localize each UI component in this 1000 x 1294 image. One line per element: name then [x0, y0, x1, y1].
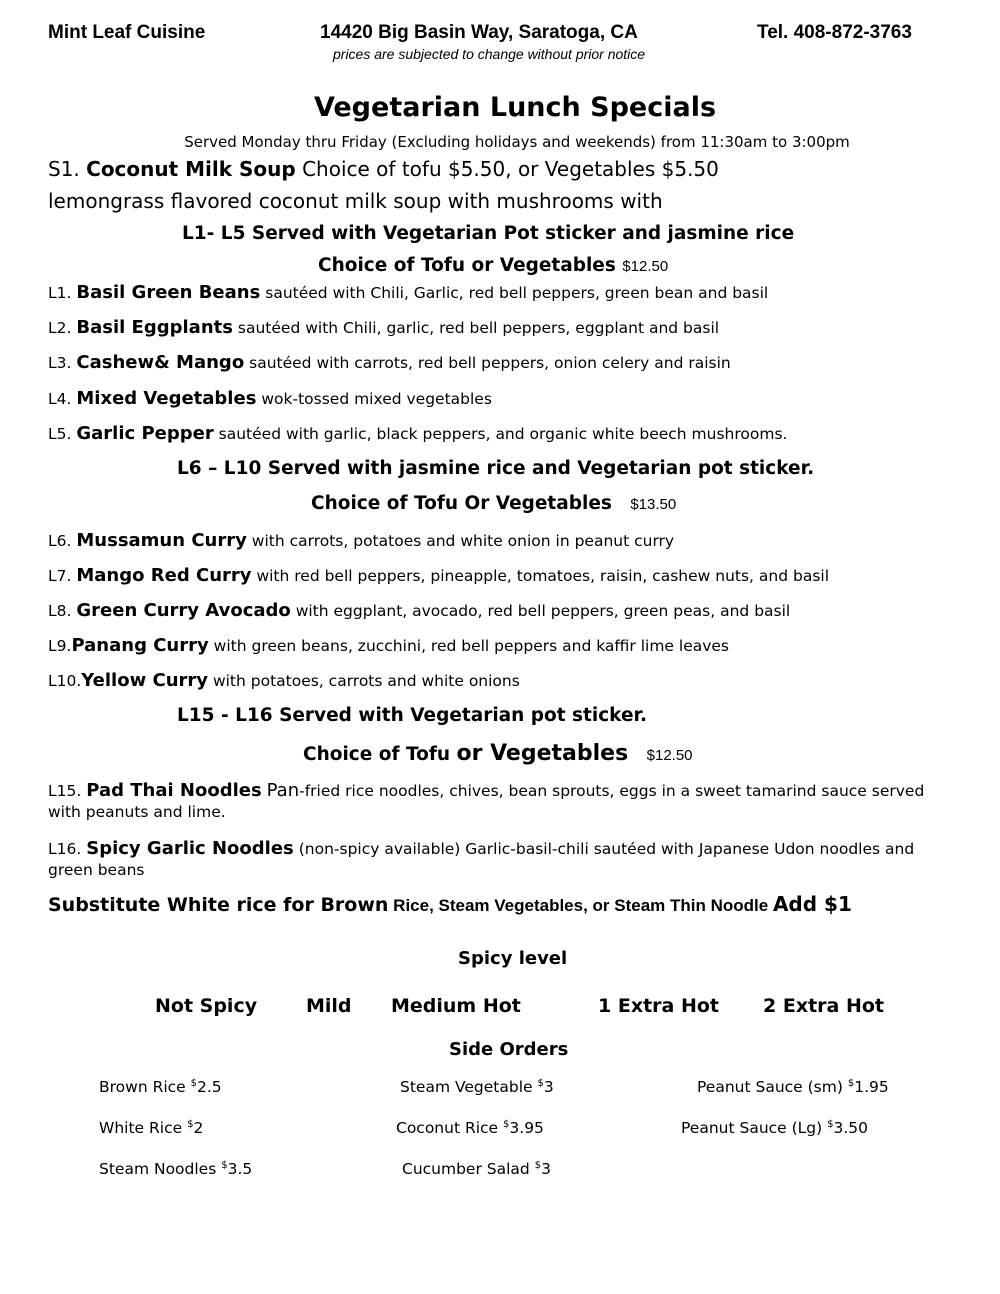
item-code: L6.	[48, 532, 72, 550]
soup-prices: Choice of tofu $5.50, or Vegetables $5.50	[295, 157, 719, 181]
substitute-part-1: Substitute White rice for Brown	[48, 894, 389, 916]
spicy-level-option: Medium Hot	[391, 995, 521, 1017]
side-name: Peanut Sauce (Lg)	[681, 1119, 828, 1138]
side-price: 3	[543, 1078, 554, 1097]
section-choice	[318, 255, 668, 276]
side-price: 3	[541, 1160, 551, 1179]
side-order-item	[99, 1160, 252, 1178]
substitute-part-2: Rice, Steam Vegetables, or Steam Thin Noodle	[388, 896, 773, 915]
list-item	[48, 670, 520, 691]
list-item	[48, 635, 729, 656]
choice-label-large: or Vegetables	[456, 741, 629, 766]
soup-line	[48, 157, 719, 181]
item-name: Pad Thai Noodles	[86, 780, 262, 801]
side-order-item	[99, 1078, 222, 1096]
spicy-level-option: Mild	[306, 995, 352, 1017]
restaurant-name: Mint Leaf Cuisine	[48, 22, 206, 43]
side-order-item	[396, 1119, 544, 1137]
currency-symbol: $	[827, 1119, 834, 1130]
side-name: Steam Noodles	[99, 1160, 222, 1179]
list-item	[48, 838, 948, 881]
side-price: 3.5	[227, 1160, 253, 1179]
item-name: Panang Curry	[71, 635, 209, 656]
choice-label: Choice of Tofu	[303, 744, 457, 765]
item-description: sautéed with garlic, black peppers, and organic white beech mushrooms.	[218, 425, 788, 443]
item-code: L5.	[48, 425, 72, 443]
item-name: Mango Red Curry	[76, 565, 252, 586]
item-code: L16.	[48, 840, 82, 858]
list-item	[48, 282, 768, 303]
item-code: L15.	[48, 782, 82, 800]
section-price: $13.50	[630, 496, 677, 513]
section-heading: L15 - L16 Served with Vegetarian pot sticker.	[177, 705, 648, 726]
currency-symbol: $	[187, 1119, 194, 1130]
side-name: White Rice	[99, 1119, 188, 1138]
side-name: Brown Rice	[99, 1078, 191, 1097]
spicy-level-option: 2 Extra Hot	[763, 995, 884, 1017]
spicy-level-heading: Spicy level	[458, 948, 568, 969]
list-item	[48, 780, 948, 823]
item-code: L1.	[48, 284, 72, 302]
substitute-note	[48, 892, 852, 916]
price-notice: prices are subjected to change without prior notice	[333, 46, 646, 62]
side-orders-heading: Side Orders	[449, 1039, 569, 1060]
list-item	[48, 530, 674, 551]
item-description: with carrots, potatoes and white onion in peanut curry	[251, 532, 675, 550]
list-item	[48, 423, 787, 444]
item-description: sautéed with carrots, red bell peppers, onion celery and raisin	[249, 354, 731, 372]
side-order-item	[402, 1160, 551, 1178]
soup-name: Coconut Milk Soup	[86, 157, 296, 181]
item-name: Basil Eggplants	[76, 317, 233, 338]
side-price: 2.5	[197, 1078, 222, 1097]
currency-symbol: $	[503, 1119, 510, 1130]
section-price: $12.50	[622, 258, 669, 275]
choice-label: Choice of Tofu or Vegetables	[318, 255, 616, 276]
side-name: Coconut Rice	[396, 1119, 504, 1138]
item-name: Basil Green Beans	[76, 282, 261, 303]
section-price: $12.50	[646, 747, 693, 764]
item-name: Cashew& Mango	[76, 352, 245, 373]
restaurant-address: 14420 Big Basin Way, Saratoga, CA	[320, 22, 638, 43]
side-price: 1.95	[854, 1078, 889, 1097]
side-order-item	[99, 1119, 203, 1137]
currency-symbol: $	[537, 1078, 544, 1089]
restaurant-phone: Tel. 408-872-3763	[757, 22, 912, 43]
item-name: Mussamun Curry	[76, 530, 247, 551]
item-name: Mixed Vegetables	[76, 388, 257, 409]
section-choice	[303, 741, 693, 766]
side-name: Steam Vegetable	[400, 1078, 538, 1097]
item-description: with eggplant, avocado, red bell peppers, green peas, and basil	[295, 602, 791, 620]
item-code: L2.	[48, 319, 72, 337]
item-description: sautéed with Chili, garlic, red bell peppers, eggplant and basil	[237, 319, 720, 337]
spicy-level-option: 1 Extra Hot	[598, 995, 719, 1017]
item-description: with potatoes, carrots and white onions	[212, 672, 520, 690]
section-choice	[311, 493, 676, 514]
list-item	[48, 317, 719, 338]
item-description: with red bell peppers, pineapple, tomatoes, raisin, cashew nuts, and basil	[256, 567, 830, 585]
side-name: Cucumber Salad	[402, 1160, 535, 1179]
currency-symbol: $	[534, 1160, 542, 1171]
list-item	[48, 388, 492, 409]
side-order-item	[400, 1078, 554, 1096]
item-code: L8.	[48, 602, 72, 620]
item-description: -fried rice noodles, chives, bean sprouts, eggs in a sweet tamarind sauce served with peanuts and lime.	[48, 782, 925, 821]
side-price: 3.50	[833, 1119, 869, 1138]
item-name: Garlic Pepper	[76, 423, 214, 444]
side-order-item	[697, 1078, 889, 1096]
item-description: sautéed with Chili, Garlic, red bell peppers, green bean and basil	[265, 284, 769, 302]
substitute-part-3: Add $1	[772, 892, 852, 916]
side-order-item	[681, 1119, 868, 1137]
item-description: with green beans, zucchini, red bell peppers and kaffir lime leaves	[213, 637, 730, 655]
served-hours: Served Monday thru Friday (Excluding holidays and weekends) from 11:30am to 3:00pm	[184, 133, 850, 151]
item-code: L7.	[48, 567, 72, 585]
item-name: Yellow Curry	[81, 670, 208, 691]
soup-description: lemongrass flavored coconut milk soup with mushrooms with	[48, 189, 663, 213]
item-description: (non-spicy available) Garlic-basil-chili sautéed with Japanese Udon noodles and green beans	[48, 840, 915, 879]
item-description-lead: Pan	[266, 780, 300, 801]
section-heading: L6 – L10 Served with jasmine rice and Vegetarian pot sticker.	[177, 458, 815, 479]
side-price: 2	[193, 1119, 204, 1138]
side-price: 3.95	[509, 1119, 544, 1138]
list-item	[48, 600, 790, 621]
list-item	[48, 565, 829, 586]
item-name: Green Curry Avocado	[76, 600, 291, 621]
item-description: wok-tossed mixed vegetables	[261, 390, 492, 408]
section-heading: L1- L5 Served with Vegetarian Pot sticker and jasmine rice	[182, 223, 795, 244]
item-code: L10.	[48, 672, 82, 690]
side-name: Peanut Sauce (sm)	[697, 1078, 848, 1097]
currency-symbol: $	[190, 1078, 198, 1089]
item-code: L9.	[48, 637, 72, 655]
currency-symbol: $	[221, 1160, 228, 1171]
item-name: Spicy Garlic Noodles	[86, 838, 294, 859]
list-item	[48, 352, 731, 373]
spicy-level-option: Not Spicy	[155, 995, 258, 1017]
choice-label: Choice of Tofu Or Vegetables	[311, 493, 612, 514]
item-code: L3.	[48, 354, 72, 372]
soup-code: S1.	[48, 157, 80, 181]
item-code: L4.	[48, 390, 72, 408]
currency-symbol: $	[847, 1078, 855, 1089]
page-title: Vegetarian Lunch Specials	[313, 92, 717, 123]
